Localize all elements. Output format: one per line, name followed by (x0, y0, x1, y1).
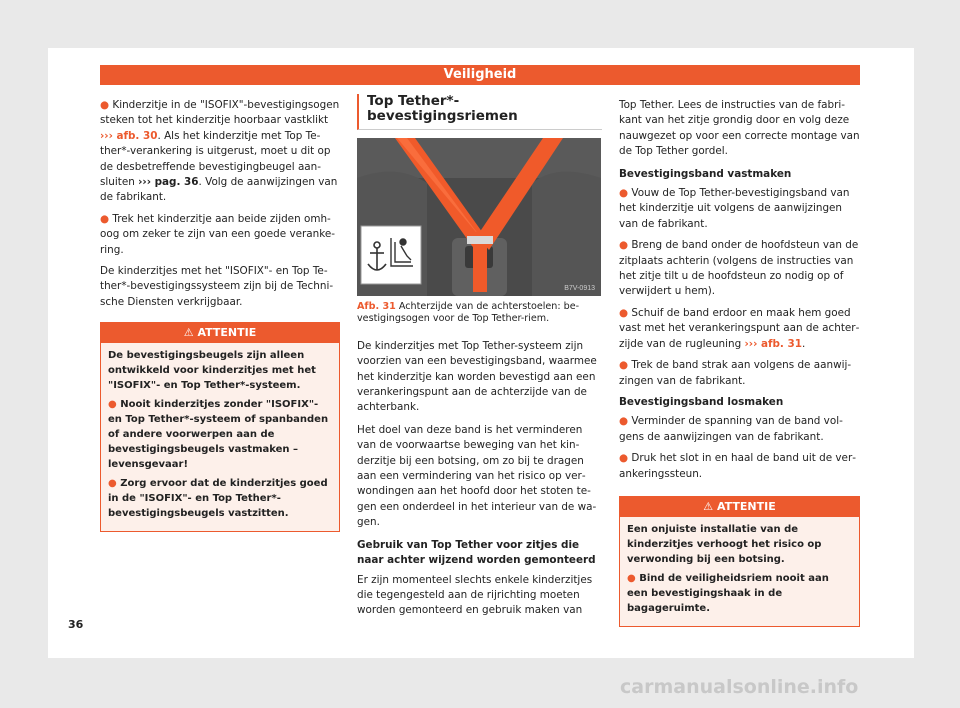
warning-triangle-icon: ⚠ (183, 326, 194, 340)
bullet-item: ● Breng de band onder de hoofdsteun van de zitplaats achterin (volgens de instructies van het zitje tilt u de hoofdsteun zo nodig op of verwijdert u hem). (619, 239, 859, 298)
warning-box (619, 496, 860, 627)
section-title: Top Tether*-bevestigingsriemen (357, 94, 602, 130)
column-right (619, 98, 860, 627)
bullet-icon: ● (619, 306, 629, 319)
bullet-item: ● Schuif de band erdoor en maak hem goed vast met het verankeringspunt aan de achterzijde van de rugleuning ››› afb. 31. (619, 306, 860, 350)
bullet-icon: ● (627, 572, 636, 584)
warning-box (100, 322, 340, 532)
warning-text: Een onjuiste installatie van de kinderzitjes verhoogt het risico op verwonding bij een botsing. (627, 523, 822, 565)
bullet-icon: ● (619, 359, 629, 372)
bullet-icon: ● (619, 239, 629, 252)
section-header: Veiligheid (100, 65, 860, 85)
subheading: Bevestigingsband vastmaken (619, 167, 792, 180)
bullet-item: ● Vouw de Top Tether-bevestigingsband van het kinderzitje uit volgens de aanwijzingen van de fabrikant. (619, 187, 850, 230)
figure-code: B7V-0913 (564, 284, 595, 292)
bullet-icon: ● (619, 415, 629, 428)
bullet-item: ● Trek de band strak aan volgens de aanwijzingen van de fabrikant. (619, 359, 852, 387)
bullet-icon: ● (619, 452, 629, 465)
bullet-item: ● Kinderzitje in de "ISOFIX"-bevestigingsogen steken tot het kinderzitje hoorbaar vastklikt ››› afb. 30. Als het kinderzitje met Top Tether*-verankering is uitgerust, moet u dit op de desbetreffende bevestigingbeugel aansluiten ››› pag. 36. Volg de aanwijzingen van de fabrikant. (100, 99, 340, 204)
bullet-icon: ● (100, 212, 110, 225)
paragraph: Er zijn momenteel slechts enkele kinderzitjes die tegengesteld aan de rijrichting moeten worden gemonteerd en gebruik maken van (357, 573, 593, 617)
warning-triangle-icon: ⚠ (703, 499, 714, 513)
bullet-icon: ● (100, 99, 110, 111)
warning-header: ⚠ ATTENTIE (620, 497, 859, 517)
figure-link[interactable]: ››› afb. 31 (744, 337, 802, 350)
bullet-item: ● Trek het kinderzitje aan beide zijden omhoog om zeker te zijn van een goede verankering. (100, 212, 336, 256)
page-link[interactable]: ››› pag. 36 (138, 176, 199, 189)
column-left (100, 98, 340, 532)
bullet-icon: ● (108, 478, 117, 490)
bullet-icon: ● (619, 187, 629, 200)
column-middle (357, 93, 602, 626)
paragraph: De kinderzitjes met Top Tether-systeem zijn voorzien van een bevestigingsband, waarmee het kinderzitje kan worden bevestigd aan een verankeringspunt aan de achterzijde van de achterbank. (357, 339, 597, 414)
paragraph: Top Tether. Lees de instructies van de fabrikant van het zitje grondig door en volg deze nauwgezet op voor een correcte montage van de Top Tether gordel. (619, 99, 860, 158)
subheading: Gebruik van Top Tether voor zitjes die naar achter wijzend worden gemonteerd (357, 538, 596, 567)
warning-body (620, 517, 859, 626)
figure-caption: Afb. 31 Achterzijde van de achterstoelen: bevestigingsogen voor de Top Tether-riem. (357, 300, 580, 324)
warning-body (101, 343, 339, 531)
watermark: carmanualsonline.info (620, 676, 859, 698)
warning-bullet: ● Nooit kinderzitjes zonder "ISOFIX"- en Top Tether*-systeem of spanbanden of andere voorwerpen aan de bevestigingsbeugels vastmaken – levensgevaar! (108, 399, 329, 471)
seat-back-illustration (357, 138, 601, 296)
warning-header: ⚠ ATTENTIE (101, 323, 339, 343)
figure-link[interactable]: ››› afb. 30 (100, 129, 158, 142)
subheading: Bevestigingsband losmaken (619, 395, 784, 408)
page-number: 36 (68, 618, 84, 631)
warning-text: De bevestigingsbeugels zijn alleen ontwikkeld voor kinderzitjes met het "ISOFIX"- en Top Tether*-systeem. (108, 350, 316, 392)
bullet-item: ● Verminder de spanning van de band volgens de aanwijzingen van de fabrikant. (619, 415, 843, 443)
warning-bullet: ● Bind de veiligheidsriem nooit aan een bevestigingshaak in de bagageruimte. (627, 572, 829, 614)
paragraph: Het doel van deze band is het verminderen van de voorwaartse beweging van het kinderzitje bij een botsing, om zo bij te dragen aan een vermindering van het risico op verwondingen aan het hoofd door het stoten tegen een onderdeel in het interieur van de wagen. (357, 423, 597, 529)
bullet-item: ● Druk het slot in en haal de band uit de verankeringssteun. (619, 452, 856, 480)
top-tether-figure (357, 138, 601, 296)
warning-bullet: ● Zorg ervoor dat de kinderzitjes goed in de "ISOFIX"- en Top Tether*-bevestigingsbeugels vastzitten. (108, 478, 328, 520)
bullet-icon: ● (108, 399, 117, 411)
paragraph: De kinderzitjes met het "ISOFIX"- en Top Tether*-bevestigingssysteem zijn bij de Technische Diensten verkrijgbaar. (100, 265, 334, 308)
